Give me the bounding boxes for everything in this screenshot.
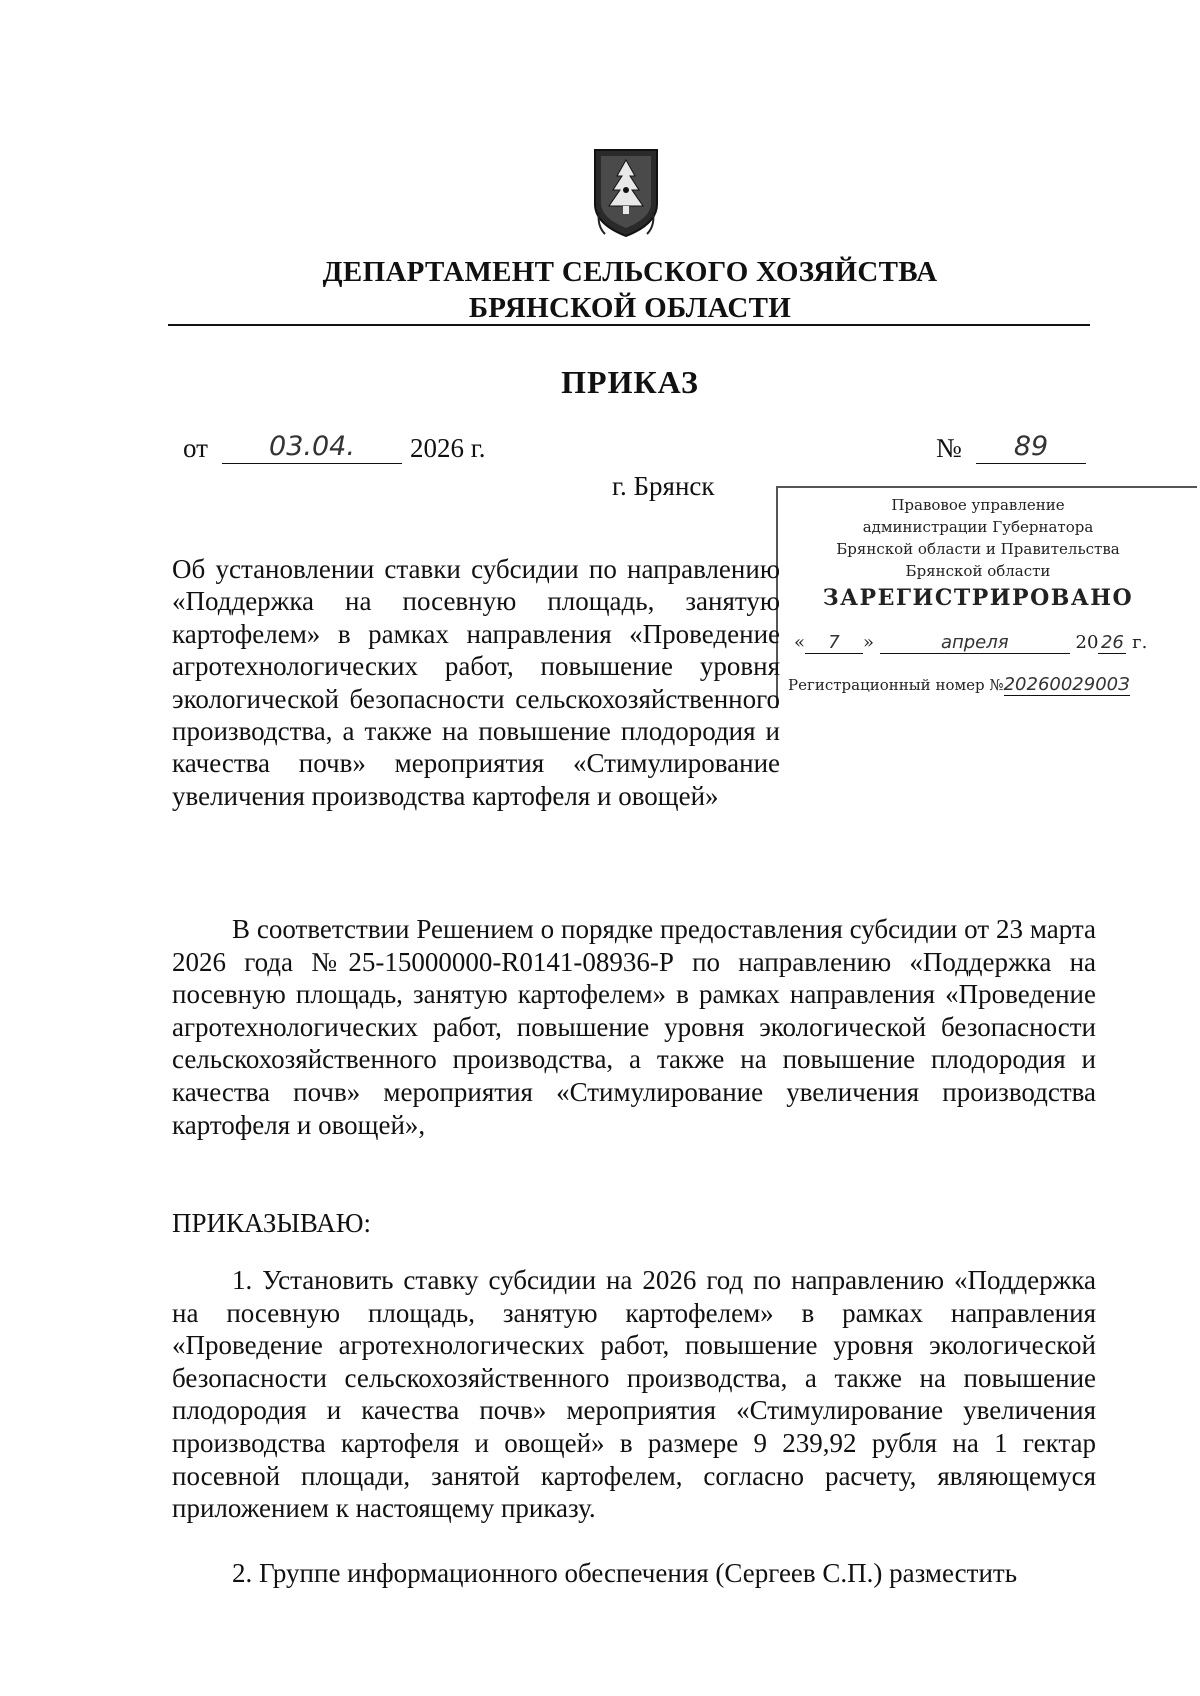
stamp-line3: Брянской области и Правительства: [836, 540, 1120, 558]
stamp-day-handwritten: 7: [805, 632, 863, 654]
order-word: ПРИКАЗЫВАЮ:: [172, 1208, 371, 1238]
department-name-line1: ДЕПАРТАМЕНТ СЕЛЬСКОГО ХОЗЯЙСТВА: [322, 256, 938, 288]
stamp-month-handwritten: апреля: [880, 632, 1070, 654]
stamp-date: [794, 632, 1147, 654]
stamp-reg-number-handwritten: 2026002900З: [1003, 674, 1130, 695]
number-handwritten: 89: [976, 430, 1086, 464]
department-name-line2: БРЯНСКОЙ ОБЛАСТИ: [468, 292, 792, 324]
coat-of-arms-emblem: [589, 146, 663, 242]
order-subject: Об установлении ставки субсидии по направлению «Поддержка на посевную площадь, занятую картофелем» в рамках направления «Проведение агротехнологических работ, повышение уровня экологической безопасности сельскохозяйственного производства, а также на повышение плодородия и качества почв» мероприятия «Стимулирование увеличения производства картофеля и овощей»: [172, 554, 780, 811]
stamp-date-open: «: [794, 632, 806, 653]
header-divider: [168, 324, 1090, 326]
date-prefix: от: [183, 433, 208, 463]
year-text: 2026 г.: [410, 433, 486, 463]
stamp-date-close: »: [863, 632, 875, 653]
stamp-year-prefix: 20: [1075, 632, 1099, 653]
stamp-title: ЗАРЕГИСТРИРОВАНО: [822, 585, 1134, 611]
stamp-reg-label: Регистрационный номер №: [788, 676, 1004, 694]
order-item-2: 2. Группе информационного обеспечения (Сергеев С.П.) разместить: [232, 1558, 1018, 1588]
document-type-title: ПРИКАЗ: [561, 364, 699, 400]
stamp-line4: Брянской области: [905, 562, 1051, 580]
date-field: [222, 430, 402, 464]
city-name: г. Брянск: [612, 471, 715, 501]
number-prefix: №: [936, 433, 962, 463]
stamp-line2: администрации Губернатора: [862, 518, 1094, 536]
preamble-paragraph: В соответствии Решением о порядке предоставления субсидии от 23 марта 2026 года №25-15000000-R0141-08936-Р по направлению «Поддержка на посевную площадь, занятую картофелем» в рамках направления «Проведение агротехнологических работ, повышение уровня экологической безопасности сельскохозяйственного производства, а также на повышение плодородия и качества почв» мероприятия «Стимулирование увеличения производства картофеля и овощей»,: [172, 914, 1096, 1140]
stamp-registration: [788, 674, 1130, 696]
stamp-line1: Правовое управление: [891, 496, 1065, 514]
stamp-year-suffix: г.: [1132, 632, 1148, 653]
registration-stamp: [776, 486, 1197, 708]
number-field: [976, 430, 1086, 464]
stamp-authority: [778, 494, 1178, 582]
order-item-1: 1. Установить ставку субсидии на 2026 год по направлению «Поддержка на посевную площадь, занятую картофелем» в рамках направления «Проведение агротехнологических работ, повышение уровня экологической безопасности сельскохозяйственного производства, а также на повышение плодородия и качества почв» мероприятия «Стимулирование увеличения производства картофеля и овощей» в размере 9 239,92 рубля на 1 гектар посевной площади, занятой картофелем, согласно расчету, являющемуся приложением к настоящему приказу.: [172, 1265, 1096, 1524]
date-handwritten: 03.04.: [222, 430, 402, 464]
stamp-year-handwritten: 26: [1098, 632, 1126, 654]
